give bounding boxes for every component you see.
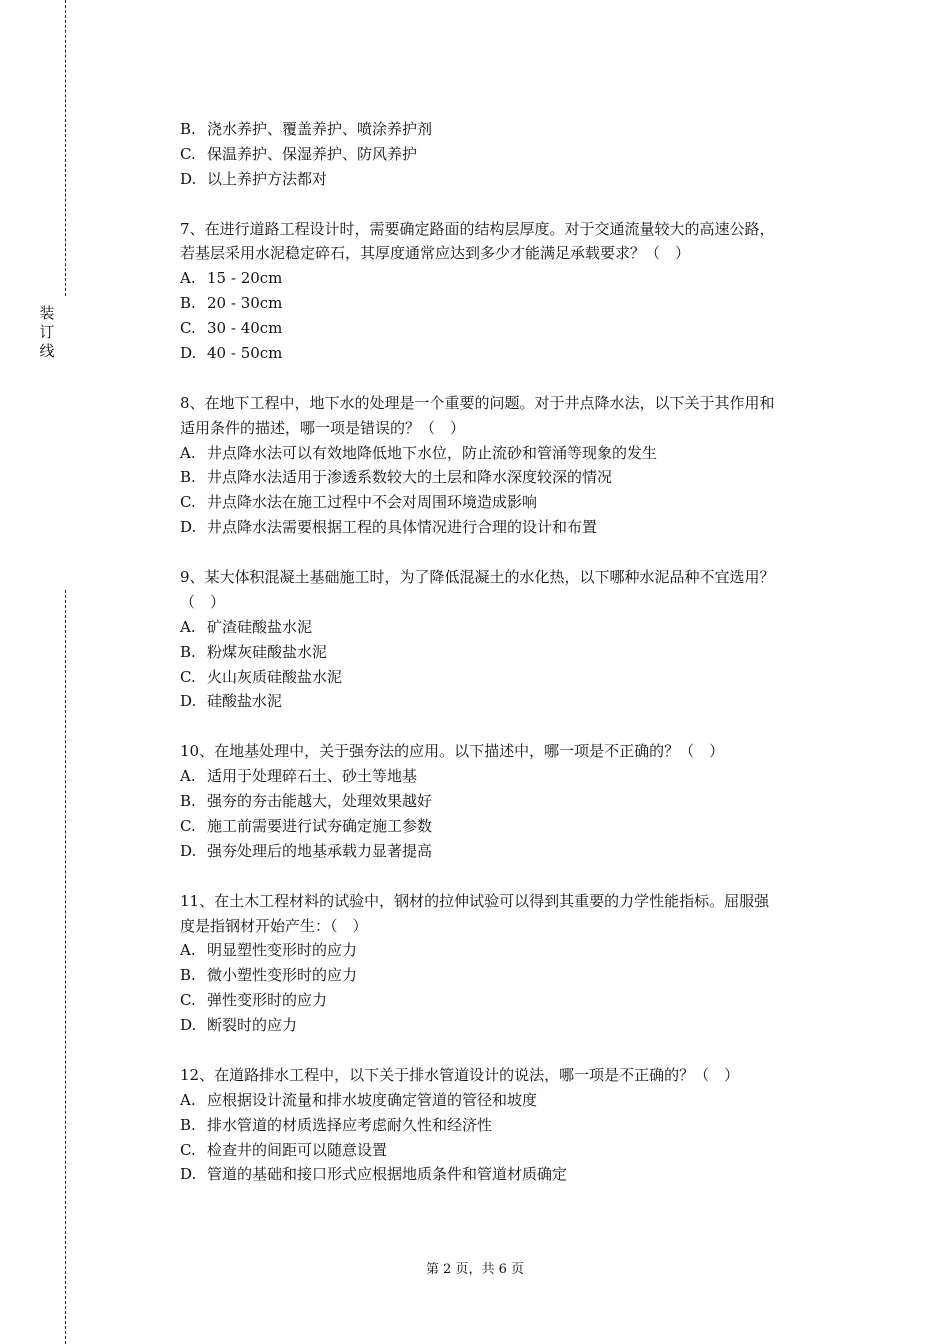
binding-dashed-line-bottom [65,590,66,1344]
option-b: B. 井点降水法适用于渗透系数较大的土层和降水深度较深的情况 [180,468,613,487]
question-12 [180,1063,840,1187]
option-c: C. 30 - 40cm [180,319,283,338]
option-a: A. 矿渣硅酸盐水泥 [180,617,313,636]
option-b: B. 排水管道的材质选择应考虑耐久性和经济性 [180,1115,493,1134]
option-c: C. 井点降水法在施工过程中不会对周围环境造成影响 [180,493,538,512]
option-c: C. 检查井的间距可以随意设置 [180,1140,388,1159]
exam-content [180,117,840,1187]
option-b: B. 强夯的夯击能越大，处理效果越好 [180,792,433,811]
question-title-line: 10、在地基处理中，关于强夯法的应用。以下描述中，哪一项是不正确的？（ ） [180,742,725,761]
option-d: D. 40 - 50cm [180,344,283,363]
option-a: A. 15 - 20cm [180,269,283,288]
option-d: D. 以上养护方法都对 [180,169,328,188]
option-b: B. 微小塑性变形时的应力 [180,966,358,985]
option-a: A. 应根据设计流量和排水坡度确定管道的管径和坡度 [180,1090,538,1109]
option-c: C. 保温养护、保湿养护、防风养护 [180,144,418,163]
question-title-line: 9、某大体积混凝土基础施工时，为了降低混凝土的水化热，以下哪种水泥品种不宜选用？ [180,568,775,587]
option-d: D. 管道的基础和接口形式应根据地质条件和管道材质确定 [180,1165,568,1184]
previous-question-options [180,117,840,192]
question-title-line: （ ） [180,592,226,611]
option-d: D. 硅酸盐水泥 [180,692,283,711]
option-b: B. 20 - 30cm [180,294,283,313]
question-title-line: 8、在地下工程中，地下水的处理是一个重要的问题。对于井点降水法，以下关于其作用和 [180,393,775,412]
option-d: D. 强夯处理后的地基承载力显著提高 [180,841,433,860]
option-a: A. 明显塑性变形时的应力 [180,941,358,960]
option-b: B. 浇水养护、覆盖养护、喷涂养护剂 [180,120,433,138]
question-title-line: 12、在道路排水工程中，以下关于排水管道设计的说法，哪一项是不正确的？（ ） [180,1065,740,1084]
question-9 [180,565,840,714]
question-title-line: 度是指钢材开始产生：（ ） [180,916,368,935]
question-title-line: 若基层采用水泥稳定碎石，其厚度通常应达到多少才能满足承载要求？（ ） [180,244,691,263]
option-c: C. 施工前需要进行试夯确定施工参数 [180,816,433,835]
question-title-line: 适用条件的描述，哪一项是错误的？（ ） [180,418,466,437]
question-7 [180,217,840,366]
binding-line-label: 装 订 线 [39,304,55,360]
page-number-footer: 第 2 页，共 6 页 [425,1262,525,1277]
option-a: A. 适用于处理碎石土、砂土等地基 [180,767,418,786]
option-d: D. 井点降水法需要根据工程的具体情况进行合理的设计和布置 [180,518,598,537]
question-title-line: 11、在土木工程材料的试验中，钢材的拉伸试验可以得到其重要的力学性能指标。屈服强 [180,891,770,910]
option-d: D. 断裂时的应力 [180,1016,298,1035]
option-c: C. 弹性变形时的应力 [180,991,328,1010]
question-8 [180,391,840,540]
question-11 [180,889,840,1038]
binding-dashed-line-top [65,0,66,296]
option-c: C. 火山灰质硅酸盐水泥 [180,667,343,686]
option-b: B. 粉煤灰硅酸盐水泥 [180,642,328,661]
question-title-line: 7、在进行道路工程设计时，需要确定路面的结构层厚度。对于交通流量较大的高速公路， [180,219,775,238]
option-a: A. 井点降水法可以有效地降低地下水位，防止流砂和管涌等现象的发生 [180,443,658,462]
question-10 [180,739,840,863]
